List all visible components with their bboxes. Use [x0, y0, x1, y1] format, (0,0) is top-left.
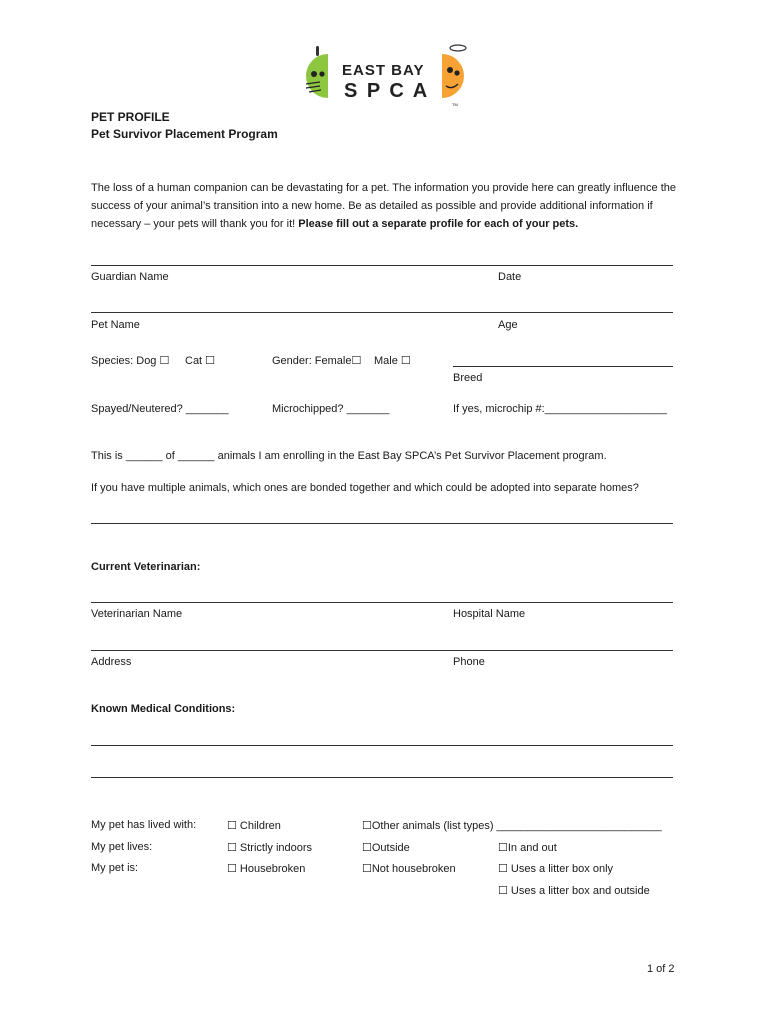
- lives-label: My pet lives:: [91, 841, 153, 853]
- intro-emphasis: Please fill out a separate profile for each of your pets.: [298, 218, 579, 230]
- lives-outside-checkbox[interactable]: ☐Outside: [362, 842, 410, 854]
- litter-box-only-checkbox[interactable]: ☐ Uses a litter box only: [498, 863, 614, 875]
- age-label: Age: [498, 319, 518, 331]
- housebroken-checkbox[interactable]: ☐ Housebroken: [227, 863, 306, 875]
- vet-name-line[interactable]: [91, 602, 673, 603]
- logo-line-2: S P C A: [344, 80, 430, 102]
- page-number: 1 of 2: [647, 963, 675, 975]
- vet-heading: Current Veterinarian:: [91, 561, 201, 573]
- lives-in-and-out-checkbox[interactable]: ☐In and out: [498, 842, 557, 854]
- document-subtitle: Pet Survivor Placement Program: [91, 127, 278, 141]
- species-dog-checkbox[interactable]: Species: Dog ☐: [91, 355, 170, 367]
- lived-with-children-checkbox[interactable]: ☐ Children: [227, 820, 281, 832]
- logo-trademark: TM: [452, 102, 458, 107]
- pet-name-label: Pet Name: [91, 319, 140, 331]
- hospital-name-label: Hospital Name: [453, 608, 526, 620]
- guardian-line[interactable]: [91, 265, 673, 266]
- spayed-neutered-field[interactable]: Spayed/Neutered? _______: [91, 403, 229, 415]
- document-title: PET PROFILE: [91, 110, 170, 124]
- vet-name-label: Veterinarian Name: [91, 608, 183, 620]
- medical-line-2[interactable]: [91, 777, 673, 778]
- microchip-number-field[interactable]: If yes, microchip #:____________________: [453, 403, 668, 415]
- breed-line[interactable]: [453, 366, 673, 367]
- phone-label: Phone: [453, 656, 485, 668]
- bonded-question: If you have multiple animals, which ones are bonded together and which could be adopted into separate homes?: [91, 482, 639, 494]
- logo-line-1: EAST BAY: [342, 62, 425, 79]
- is-label: My pet is:: [91, 862, 139, 874]
- medical-line-1[interactable]: [91, 745, 673, 746]
- litter-box-and-outside-checkbox[interactable]: ☐ Uses a litter box and outside: [498, 885, 650, 897]
- date-label: Date: [498, 271, 522, 283]
- guardian-name-label: Guardian Name: [91, 271, 169, 283]
- lives-indoors-checkbox[interactable]: ☐ Strictly indoors: [227, 842, 313, 854]
- enrolling-count-field[interactable]: This is ______ of ______ animals I am enrolling in the East Bay SPCA’s Pet Survivor Placement program.: [91, 450, 607, 462]
- microchipped-field[interactable]: Microchipped? _______: [272, 403, 390, 415]
- address-line[interactable]: [91, 650, 673, 651]
- intro-text: The loss of a human companion can be devastating for a pet. The information you provide here can greatly influence the success of your animal’s transition into a new home. Be as detailed as possible and provide additional information if necessary – your pets will thank you for it!: [91, 182, 676, 230]
- lived-with-other-animals-checkbox[interactable]: ☐Other animals (list types) ___________________________: [362, 820, 662, 832]
- medical-heading: Known Medical Conditions:: [91, 703, 236, 715]
- breed-label: Breed: [453, 372, 483, 384]
- gender-female-checkbox[interactable]: Gender: Female☐: [272, 355, 362, 367]
- bonded-answer-line[interactable]: [91, 523, 673, 524]
- intro-paragraph: [91, 179, 681, 233]
- lived-with-label: My pet has lived with:: [91, 819, 197, 831]
- species-cat-checkbox[interactable]: Cat ☐: [185, 355, 216, 367]
- east-bay-spca-logo: [300, 40, 472, 112]
- address-label: Address: [91, 656, 132, 668]
- pet-name-line[interactable]: [91, 312, 673, 313]
- gender-male-checkbox[interactable]: Male ☐: [374, 355, 411, 367]
- not-housebroken-checkbox[interactable]: ☐Not housebroken: [362, 863, 456, 875]
